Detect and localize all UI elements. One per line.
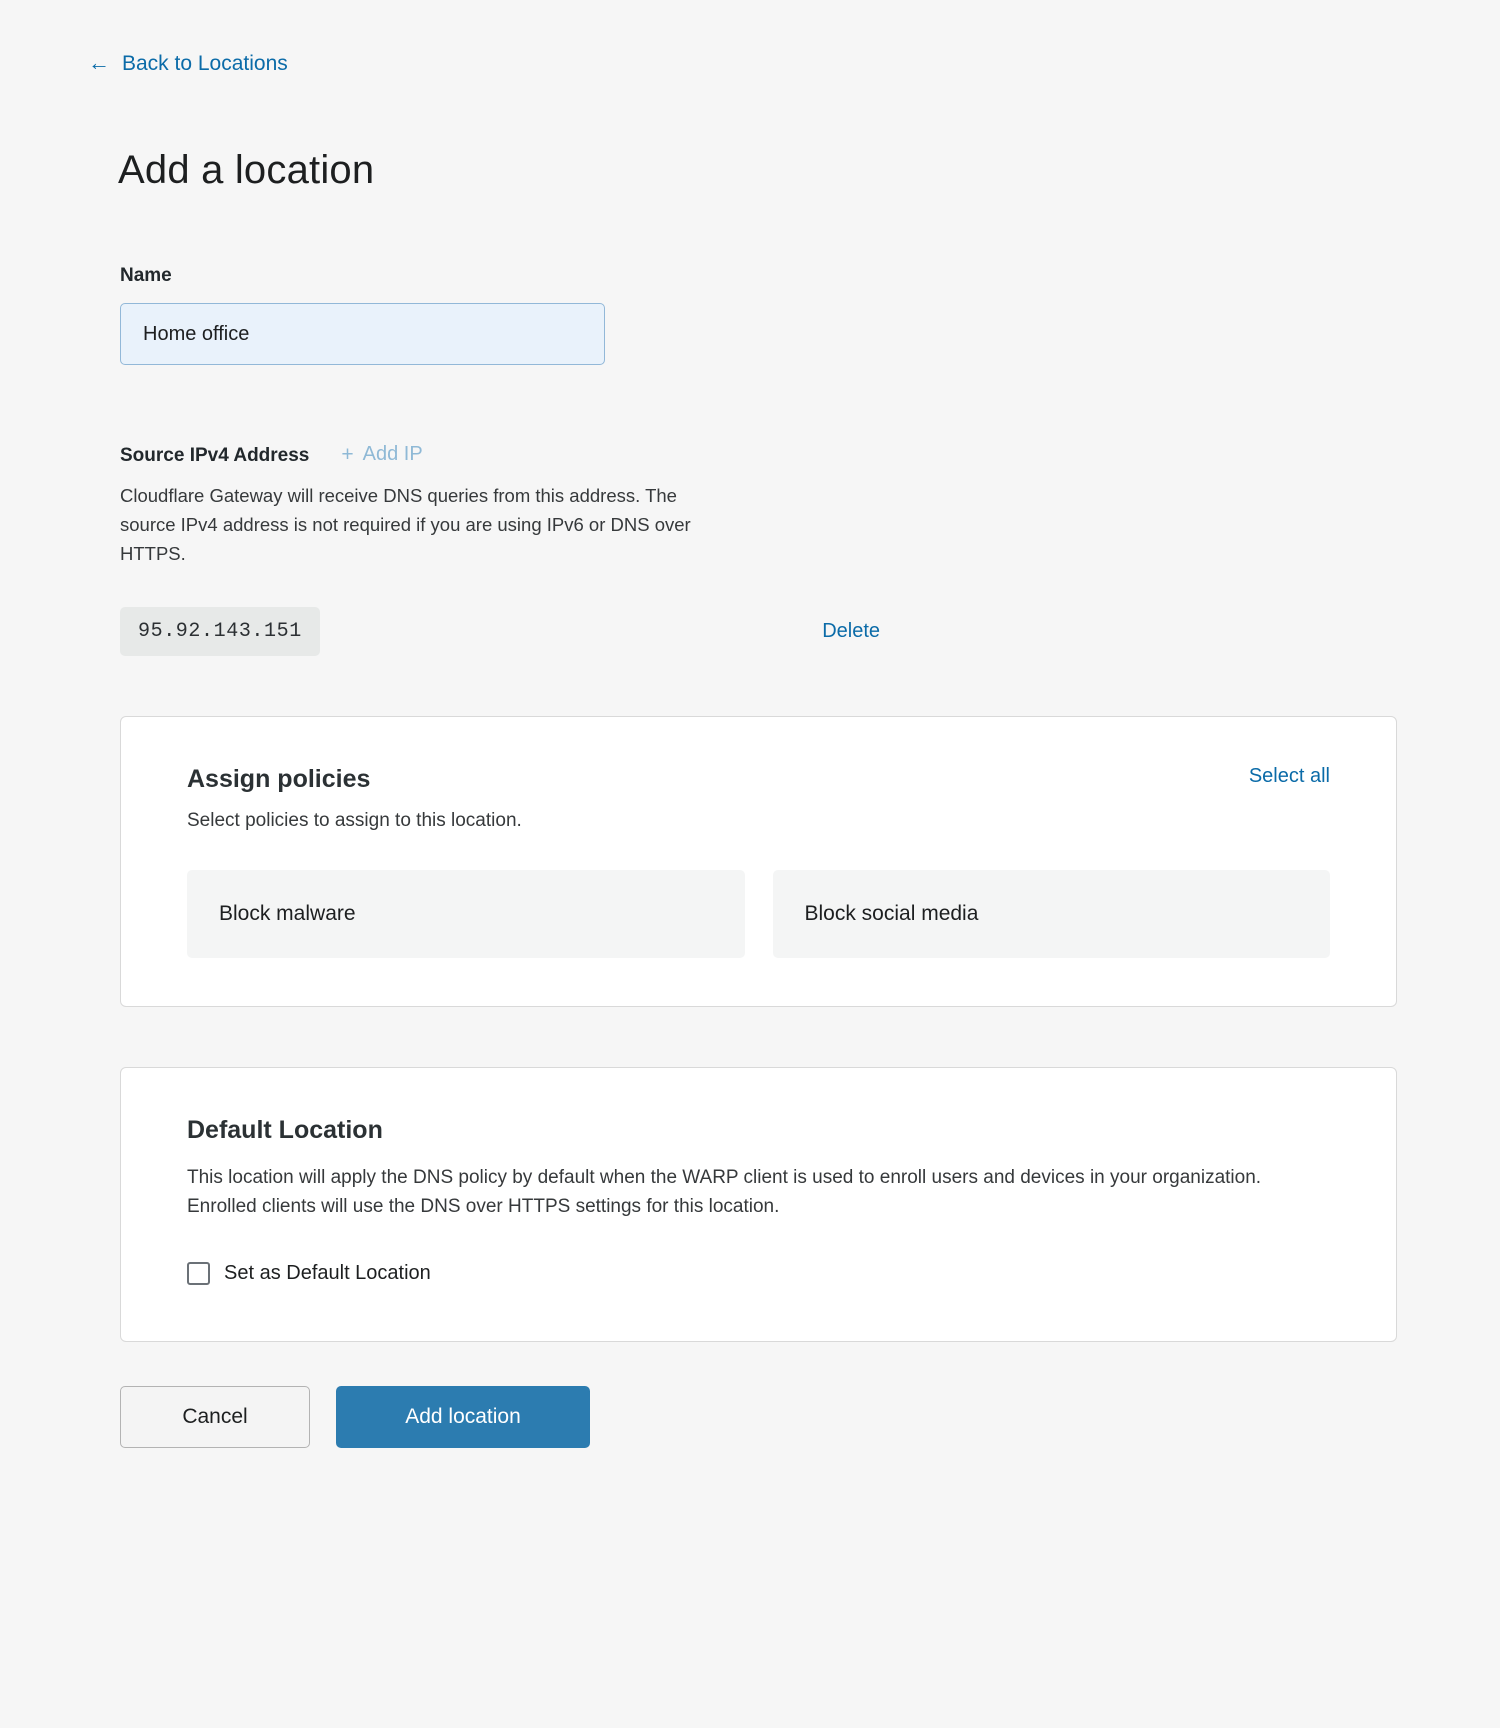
assign-policies-title: Assign policies xyxy=(187,764,371,793)
policy-item-label: Block social media xyxy=(804,901,979,925)
default-location-description: This location will apply the DNS policy by default when the WARP client is used to enroll users and devices in your organization. Enrolled clients will use the DNS over HTTPS settings for this location. xyxy=(187,1166,1262,1218)
checkbox-icon[interactable] xyxy=(187,1262,210,1285)
select-all-button[interactable]: Select all xyxy=(1248,764,1330,787)
add-ip-label: Add IP xyxy=(362,443,423,465)
source-ip-header xyxy=(120,443,1400,467)
back-to-locations-link[interactable] xyxy=(88,52,288,76)
form-actions xyxy=(120,1386,1400,1508)
ip-value: 95.92.143.151 xyxy=(120,607,320,656)
set-default-location-label: Set as Default Location xyxy=(224,1261,431,1284)
assign-policies-subtitle: Select policies to assign to this location. xyxy=(187,809,522,831)
default-location-card xyxy=(120,1067,1397,1342)
add-location-button[interactable]: Add location xyxy=(336,1386,590,1448)
policy-item[interactable] xyxy=(187,870,745,958)
cancel-button[interactable]: Cancel xyxy=(120,1386,310,1448)
set-default-location-checkbox-row[interactable] xyxy=(187,1262,431,1285)
default-location-title: Default Location xyxy=(187,1115,383,1144)
back-to-locations-label: Back to Locations xyxy=(122,52,288,75)
delete-ip-button[interactable]: Delete xyxy=(822,619,880,642)
page-title: Add a location xyxy=(118,148,375,192)
assign-policies-header xyxy=(187,765,1330,794)
ip-entry-row xyxy=(120,607,880,656)
source-ip-label: Source IPv4 Address xyxy=(120,445,310,466)
name-input[interactable] xyxy=(120,303,605,365)
policy-item[interactable] xyxy=(773,870,1331,958)
form-content xyxy=(120,265,1400,1508)
name-label: Name xyxy=(120,265,172,286)
plus-icon: + xyxy=(341,443,354,466)
assign-policies-card xyxy=(120,716,1397,1007)
policy-item-label: Block malware xyxy=(219,901,356,925)
source-ip-description: Cloudflare Gateway will receive DNS queries from this address. The source IPv4 address is not required if you are using IPv6 or DNS over HTTPS. xyxy=(120,485,691,565)
arrow-left-icon: ← xyxy=(88,50,110,75)
add-ip-button[interactable] xyxy=(341,443,422,466)
policy-list xyxy=(187,870,1330,958)
